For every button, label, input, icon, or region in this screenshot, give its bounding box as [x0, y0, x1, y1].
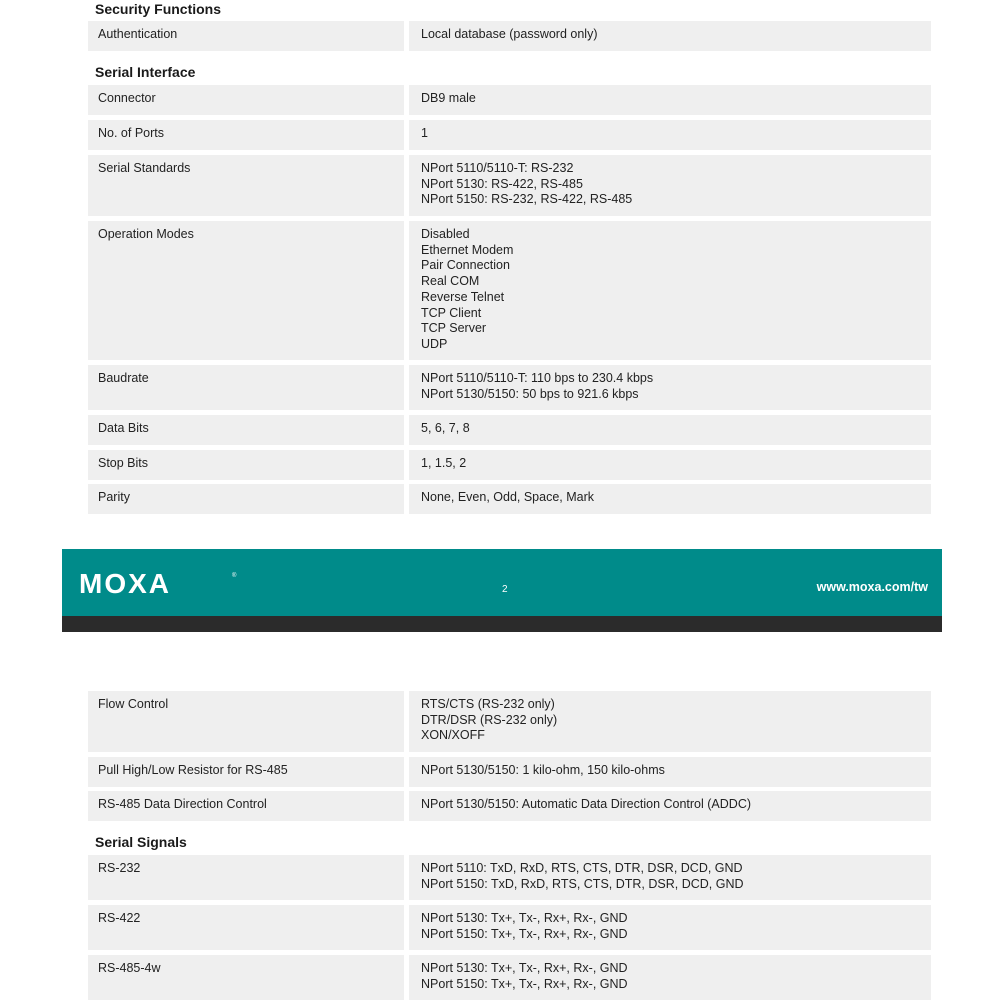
section-title-serial-signals: Serial Signals — [95, 834, 187, 850]
spec-value-line: NPort 5150: RS-232, RS-422, RS-485 — [421, 192, 633, 207]
spec-value — [409, 450, 931, 480]
spec-value-line: 1 — [421, 126, 428, 140]
spec-row-flow-control — [88, 691, 931, 752]
spec-value — [409, 905, 931, 950]
spec-value-line: Local database (password only) — [421, 27, 598, 41]
spec-value-line: NPort 5150: Tx+, Tx-, Rx+, Rx-, GND — [421, 976, 628, 991]
spec-value-line: Ethernet Modem — [421, 242, 514, 257]
spec-value-line: DB9 male — [421, 91, 476, 105]
spec-value-line: NPort 5150: Tx+, Tx-, Rx+, Rx-, GND — [421, 926, 628, 941]
spec-value-line: TCP Server — [421, 321, 487, 336]
spec-value-line: NPort 5110/5110-T: RS-232 — [421, 161, 574, 175]
spec-label: RS-232 — [88, 855, 404, 900]
spec-label: Data Bits — [88, 415, 404, 445]
spec-label: Pull High/Low Resistor for RS-485 — [88, 757, 404, 787]
spec-value — [409, 120, 931, 150]
spec-value-line: Real COM — [421, 274, 480, 289]
spec-value-line: 5, 6, 7, 8 — [421, 421, 470, 435]
registered-mark: ® — [232, 573, 237, 579]
spec-label: Authentication — [88, 21, 404, 51]
spec-value-line: UDP — [421, 336, 448, 351]
section-title-security: Security Functions — [95, 1, 222, 17]
spec-label: RS-422 — [88, 905, 404, 950]
website-url[interactable]: www.moxa.com/tw — [816, 580, 928, 594]
spec-row-operation-modes — [88, 221, 931, 360]
spec-value — [409, 791, 931, 821]
spec-value — [409, 365, 931, 410]
spec-value-line: 1, 1.5, 2 — [421, 456, 467, 470]
spec-value — [409, 955, 931, 1000]
spec-value — [409, 484, 931, 514]
spec-label: Serial Standards — [88, 155, 404, 216]
spec-value-line: DTR/DSR (RS-232 only) — [421, 712, 558, 727]
spec-value-line: NPort 5110: TxD, RxD, RTS, CTS, DTR, DSR, DCD, GND — [421, 861, 743, 875]
spec-value-line: NPort 5130/5150: 1 kilo-ohm, 150 kilo-ohms — [421, 763, 665, 777]
spec-label: Baudrate — [88, 365, 404, 410]
spec-row-data-bits — [88, 415, 931, 445]
spec-label: RS-485 Data Direction Control — [88, 791, 404, 821]
spec-value-line: NPort 5150: TxD, RxD, RTS, CTS, DTR, DSR, DCD, GND — [421, 876, 744, 891]
spec-value-line: NPort 5110/5110-T: 110 bps to 230.4 kbps — [421, 371, 654, 385]
spec-label: No. of Ports — [88, 120, 404, 150]
spec-value — [409, 691, 931, 752]
spec-value — [409, 85, 931, 115]
spec-value — [409, 415, 931, 445]
spec-value-line: Pair Connection — [421, 258, 510, 273]
spec-value-line: NPort 5130/5150: Automatic Data Direction Control (ADDC) — [421, 797, 752, 811]
spec-value — [409, 155, 931, 216]
spec-row-rs485-4w — [88, 955, 931, 1000]
spec-value-line: XON/XOFF — [421, 728, 485, 743]
spec-row-parity — [88, 484, 931, 514]
spec-value-line: Reverse Telnet — [421, 289, 505, 304]
spec-value — [409, 221, 931, 360]
footer-dark-strip — [62, 616, 942, 632]
spec-row-authentication — [88, 21, 931, 51]
spec-value-line: None, Even, Odd, Space, Mark — [421, 490, 595, 504]
spec-value-line: NPort 5130: RS-422, RS-485 — [421, 176, 583, 191]
spec-label: Flow Control — [88, 691, 404, 752]
section-title-serial-interface: Serial Interface — [95, 64, 196, 80]
spec-value-line: NPort 5130: Tx+, Tx-, Rx+, Rx-, GND — [421, 961, 628, 975]
spec-value-line: TCP Client — [421, 305, 482, 320]
moxa-logo: MOXA — [79, 568, 171, 599]
spec-row-rs232 — [88, 855, 931, 900]
spec-row-stop-bits — [88, 450, 931, 480]
spec-row-no-of-ports — [88, 120, 931, 150]
spec-value — [409, 21, 931, 51]
spec-row-connector — [88, 85, 931, 115]
spec-label: Connector — [88, 85, 404, 115]
spec-value-line: Disabled — [421, 227, 470, 241]
spec-value — [409, 855, 931, 900]
spec-row-rs485-direction-control — [88, 791, 931, 821]
spec-value-line: NPort 5130: Tx+, Tx-, Rx+, Rx-, GND — [421, 911, 628, 925]
spec-value — [409, 757, 931, 787]
spec-row-rs422 — [88, 905, 931, 950]
spec-label: Stop Bits — [88, 450, 404, 480]
spec-row-pull-high-low-resistor — [88, 757, 931, 787]
spec-value-line: RTS/CTS (RS-232 only) — [421, 697, 555, 711]
spec-label: Operation Modes — [88, 221, 404, 360]
spec-value-line: NPort 5130/5150: 50 bps to 921.6 kbps — [421, 386, 639, 401]
spec-row-serial-standards — [88, 155, 931, 216]
page-number: 2 — [502, 584, 508, 595]
spec-label: Parity — [88, 484, 404, 514]
spec-row-baudrate — [88, 365, 931, 410]
page-footer — [62, 549, 942, 616]
spec-label: RS-485-4w — [88, 955, 404, 1000]
